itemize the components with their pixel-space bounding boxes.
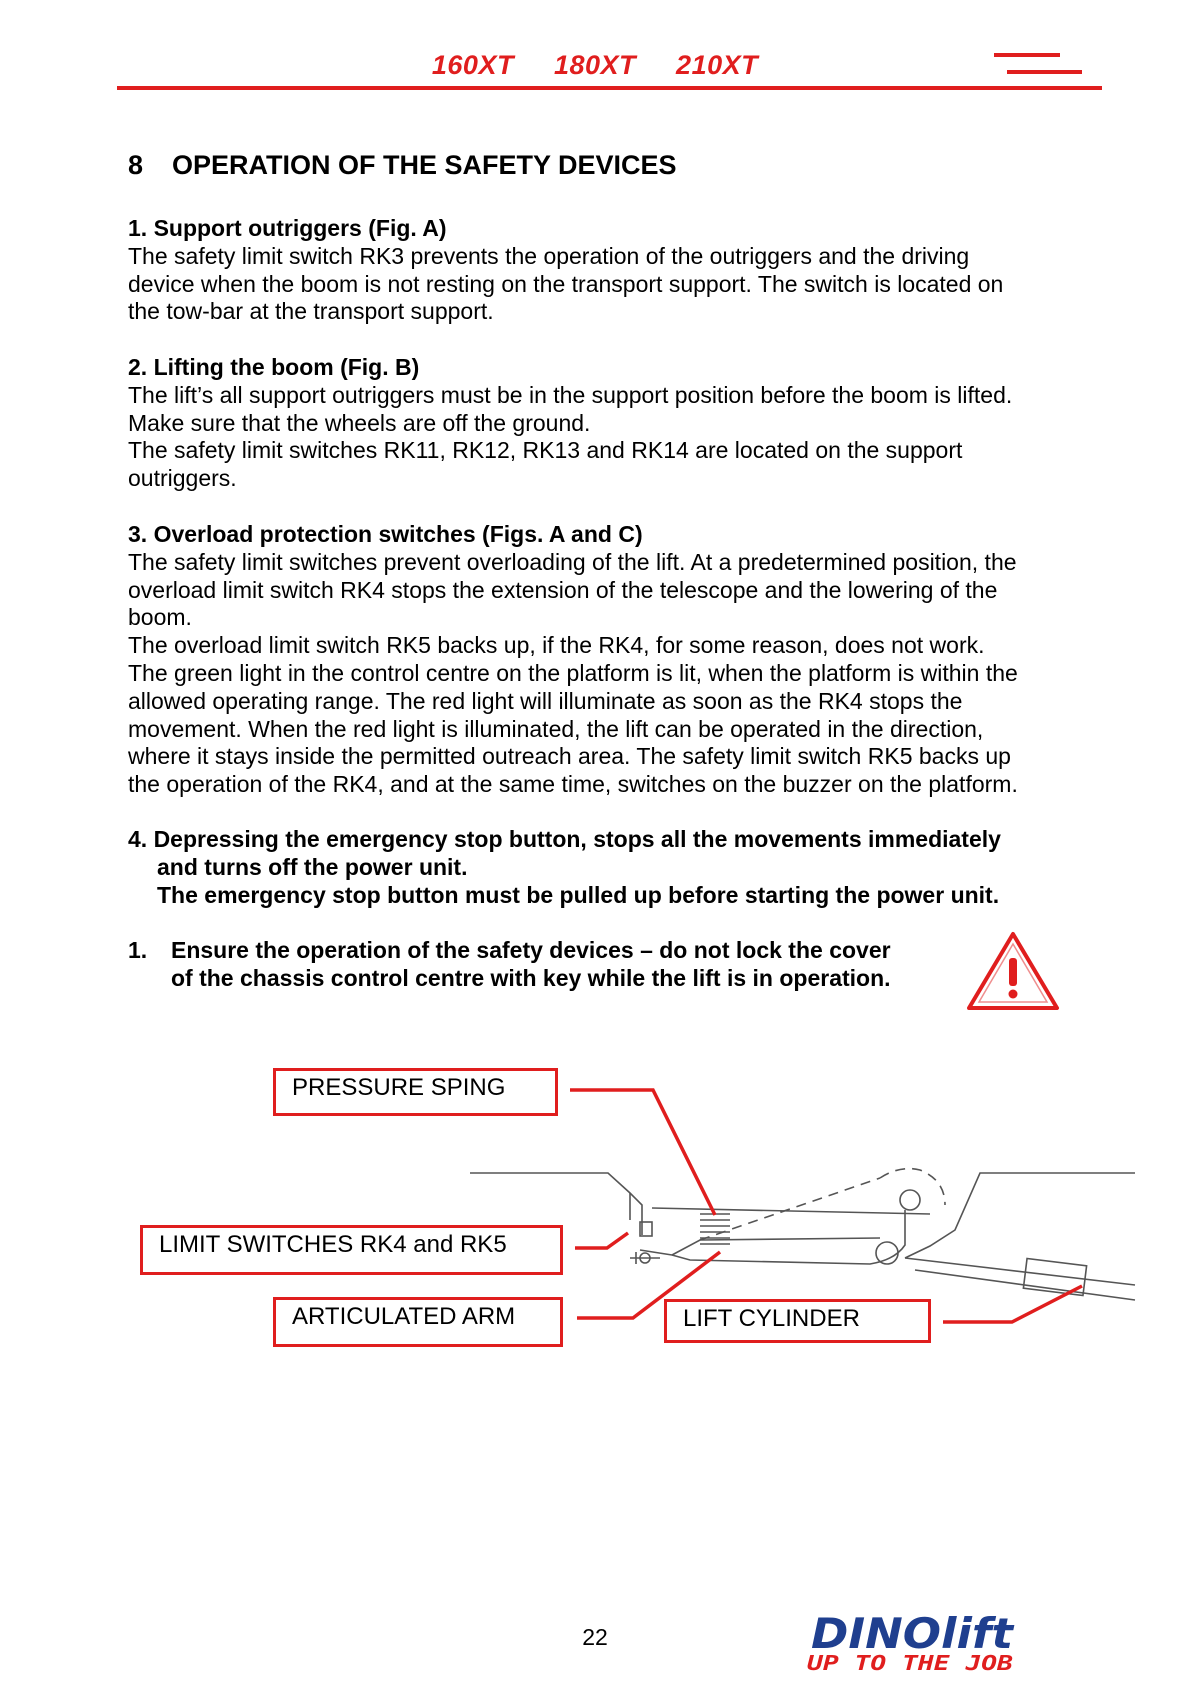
item-line: Make sure that the wheels are off the ground. <box>128 409 591 436</box>
item-line: outriggers. <box>128 465 237 492</box>
dinolift-logo <box>805 1612 1025 1674</box>
logo-text: DINOlift <box>811 1612 1016 1658</box>
header-deco-line-top <box>994 53 1060 57</box>
item-line: The safety limit switch RK3 prevents the operation of the outriggers and the driving <box>128 242 970 269</box>
item-line: the operation of the RK4, and at the same time, switches on the buzzer on the platform. <box>128 771 1018 798</box>
item-line: The safety limit switches RK11, RK12, RK13 and RK14 are located on the support <box>128 437 963 464</box>
callout-label: LIFT CYLINDER <box>683 1305 860 1332</box>
model-210xt: 210XT <box>676 50 759 80</box>
item4-line: and turns off the power unit. <box>157 853 468 880</box>
page-number: 22 <box>582 1624 608 1650</box>
logo-slogan: UP TO THE JOB <box>807 1651 1013 1674</box>
note-line: of the chassis control centre with key while the lift is in operation. <box>171 964 891 991</box>
model-180xt: 180XT <box>553 50 637 80</box>
model-160xt: 160XT <box>431 50 514 80</box>
note-number: 1. <box>128 937 148 963</box>
item-heading: 1. Support outriggers (Fig. A) <box>128 215 447 241</box>
callout-label: ARTICULATED ARM <box>292 1303 516 1330</box>
item-line: allowed operating range. The red light will illuminate as soon as the RK4 stops the <box>128 687 963 714</box>
warning-note <box>128 937 891 993</box>
item-line: The safety limit switches prevent overloading of the lift. At a predetermined position, the <box>128 548 1017 575</box>
item-heading: 3. Overload protection switches (Figs. A and C) <box>128 521 643 547</box>
item-heading: 2. Lifting the boom (Fig. B) <box>128 354 420 380</box>
item4-line: The emergency stop button must be pulled up before starting the power unit. <box>157 881 1000 908</box>
item-line: where it stays inside the permitted outreach area. The safety limit switch RK5 backs up <box>128 743 1011 770</box>
item-support-outriggers <box>128 215 1088 326</box>
header-rule <box>117 86 1102 90</box>
callout-articulated-arm <box>273 1297 563 1347</box>
item-lifting-boom <box>128 354 1088 493</box>
callout-label: PRESSURE SPING <box>292 1074 506 1101</box>
item-line: overload limit switch RK4 stops the extension of the telescope and the lowering of the <box>128 576 998 603</box>
header-deco-line-bottom <box>1007 70 1082 74</box>
item-line: device when the boom is not resting on the transport support. The switch is located on <box>128 270 1004 297</box>
note-line: Ensure the operation of the safety devices – do not lock the cover <box>171 937 891 963</box>
section-title-text: OPERATION OF THE SAFETY DEVICES <box>172 150 677 180</box>
item-overload-protection <box>128 521 1088 799</box>
section-number: 8 <box>128 150 144 180</box>
callout-lift-cylinder <box>664 1299 931 1343</box>
warning-triangle-icon <box>965 930 1061 1014</box>
callout-label: LIMIT SWITCHES RK4 and RK5 <box>159 1231 507 1258</box>
item-line: The lift’s all support outriggers must be in the support position before the boom is lifted. <box>128 381 1013 408</box>
section-title <box>128 150 677 181</box>
item-line: the tow-bar at the transport support. <box>128 298 494 325</box>
callout-pressure-spring <box>273 1068 558 1116</box>
item-emergency-stop <box>128 826 1001 909</box>
item-line: movement. When the red light is illuminated, the lift can be operated in the direction, <box>128 715 984 742</box>
callout-limit-switches <box>140 1225 563 1275</box>
item-line: The green light in the control centre on the platform is lit, when the platform is within the <box>128 659 1018 686</box>
item4-line: 4. Depressing the emergency stop button, stops all the movements immediately <box>128 826 1001 852</box>
item-line: The overload limit switch RK5 backs up, if the RK4, for some reason, does not work. <box>128 632 985 659</box>
item-line: boom. <box>128 604 192 631</box>
